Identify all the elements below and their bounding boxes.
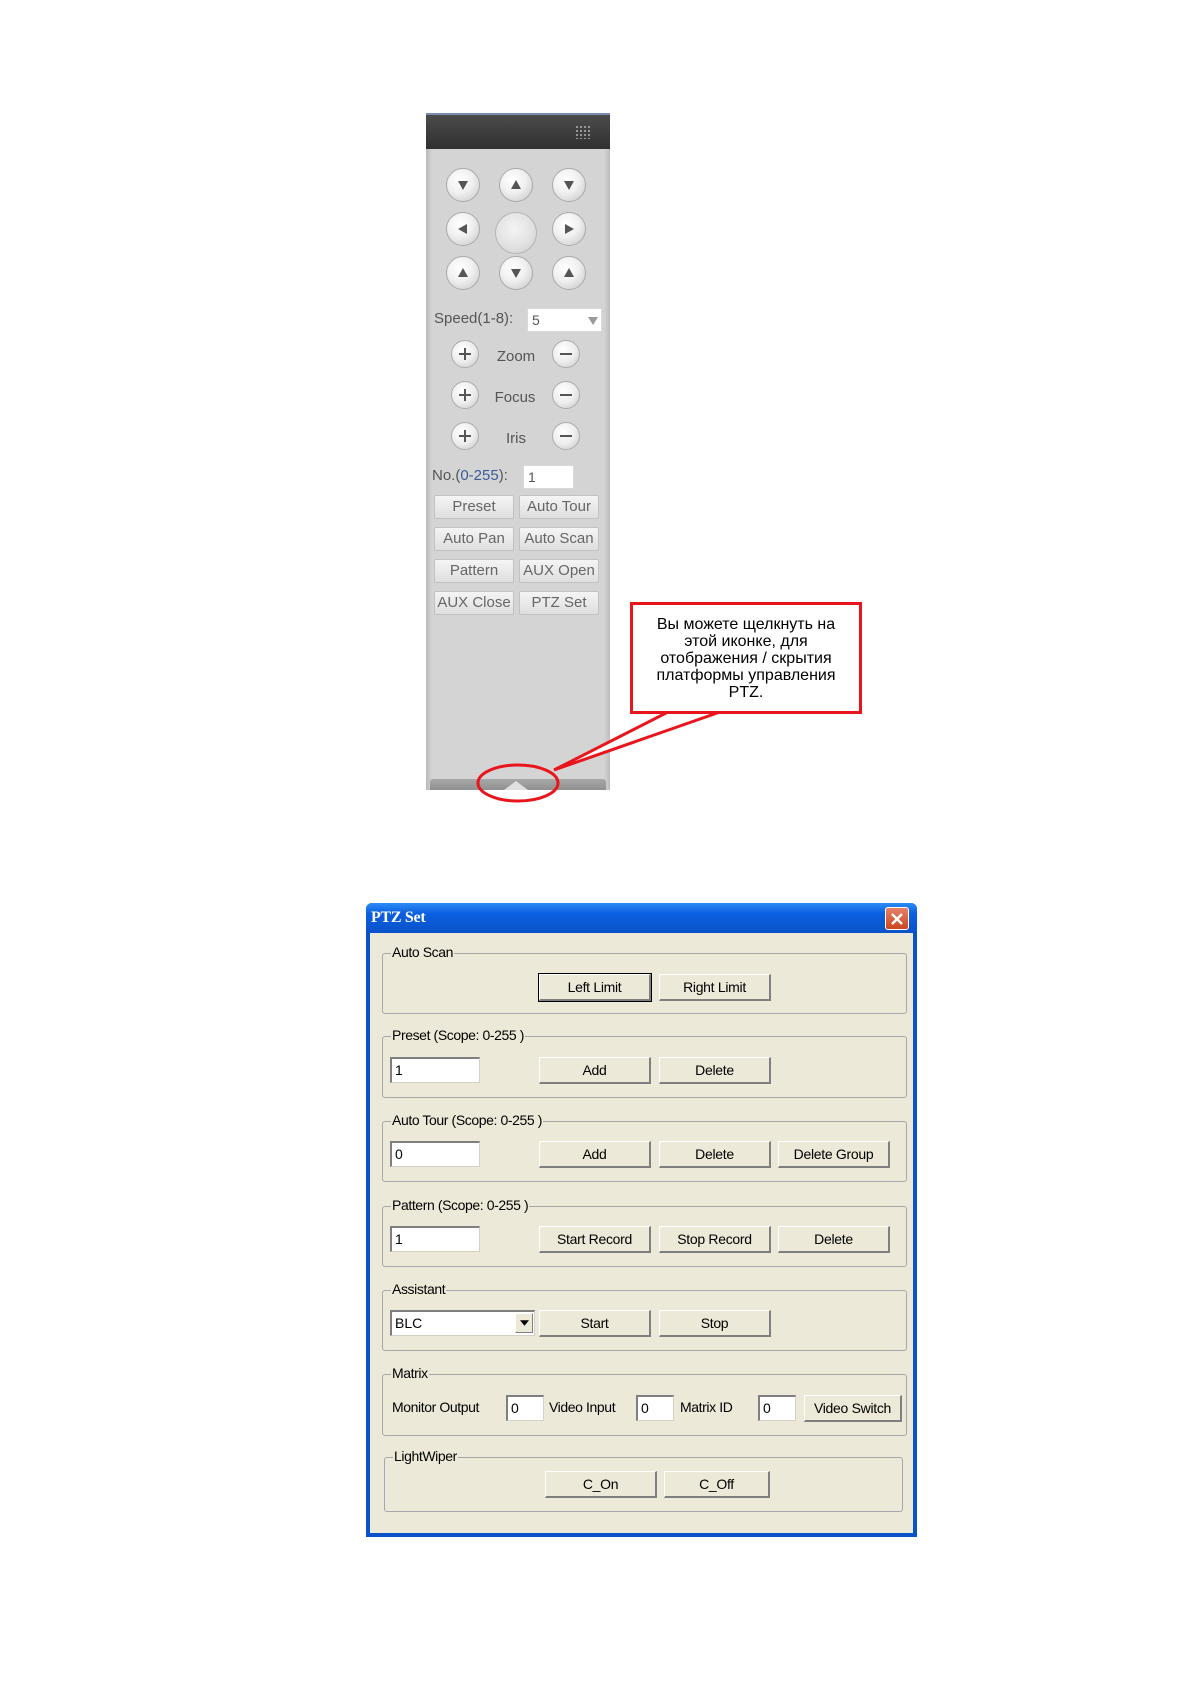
plus-icon <box>458 388 472 402</box>
auto-scan-group <box>382 944 907 1014</box>
zoom-label: Zoom <box>496 348 536 365</box>
iris-close-button[interactable] <box>552 422 580 450</box>
triangle-up-icon <box>562 266 576 280</box>
iris-open-button[interactable] <box>451 422 479 450</box>
pattern-group-label: Pattern (Scope: 0-255 ) <box>392 1197 529 1213</box>
triangle-down-icon <box>456 178 470 192</box>
preset-group <box>382 1027 907 1098</box>
light-wiper-group-label: LightWiper <box>394 1448 457 1464</box>
zoom-out-button[interactable] <box>552 340 580 368</box>
speed-value: 5 <box>532 312 540 328</box>
plus-icon <box>458 347 472 361</box>
dropdown-arrow-icon <box>588 317 598 325</box>
matrix-group-label: Matrix <box>392 1365 428 1381</box>
speed-label: Speed(1-8): <box>434 310 514 327</box>
dialog-title: PTZ Set <box>371 909 426 926</box>
stop-record-button[interactable]: Stop Record <box>659 1226 771 1253</box>
number-label <box>432 467 508 484</box>
auto-tour-button[interactable]: Auto Tour <box>519 495 599 519</box>
aux-open-button[interactable]: AUX Open <box>519 559 599 583</box>
preset-button[interactable]: Preset <box>434 495 514 519</box>
minus-icon <box>559 347 573 361</box>
dialog-titlebar[interactable] <box>366 903 917 933</box>
monitor-output-label: Monitor Output <box>392 1399 479 1415</box>
assistant-selected-value: BLC <box>395 1315 423 1331</box>
assistant-select[interactable] <box>390 1310 535 1336</box>
triangle-up-icon <box>456 266 470 280</box>
close-icon <box>890 912 904 926</box>
minus-icon <box>559 388 573 402</box>
triangle-down-icon <box>509 266 523 280</box>
assistant-start-button[interactable]: Start <box>539 1310 651 1337</box>
pan-up-right-button[interactable] <box>552 168 586 202</box>
collapse-toggle-icon[interactable] <box>501 780 531 790</box>
auto-scan-button[interactable]: Auto Scan <box>519 527 599 551</box>
video-input-label: Video Input <box>549 1399 616 1415</box>
focus-label: Focus <box>494 389 536 406</box>
drag-grip-icon[interactable] <box>575 125 591 139</box>
right-limit-button[interactable]: Right Limit <box>659 974 771 1001</box>
number-input[interactable]: 1 <box>523 465 574 489</box>
triangle-left-icon <box>456 222 470 236</box>
dialog-body <box>370 933 913 1533</box>
ptz-panel-header[interactable] <box>426 115 610 149</box>
pattern-number-input[interactable]: 1 <box>390 1226 480 1252</box>
light-wiper-group <box>384 1448 903 1512</box>
center-button[interactable] <box>495 212 537 254</box>
number-label-prefix: No.( <box>432 467 461 484</box>
pan-left-button[interactable] <box>446 212 480 246</box>
zoom-in-button[interactable] <box>451 340 479 368</box>
assistant-group-label: Assistant <box>392 1281 446 1297</box>
aux-close-button[interactable]: AUX Close <box>434 591 514 615</box>
auto-tour-group-label: Auto Tour (Scope: 0-255 ) <box>392 1112 543 1128</box>
assistant-stop-button[interactable]: Stop <box>659 1310 771 1337</box>
close-button[interactable] <box>885 907 909 930</box>
callout-box <box>630 602 862 714</box>
monitor-output-input[interactable]: 0 <box>506 1395 544 1421</box>
triangle-up-icon <box>509 178 523 192</box>
auto-tour-group <box>382 1112 907 1182</box>
pan-up-button[interactable] <box>499 168 533 202</box>
pattern-button[interactable]: Pattern <box>434 559 514 583</box>
pan-down-left-button[interactable] <box>446 256 480 290</box>
c-on-button[interactable]: C_On <box>545 1471 657 1498</box>
pan-up-left-button[interactable] <box>446 168 480 202</box>
pan-right-button[interactable] <box>552 212 586 246</box>
left-limit-button[interactable]: Left Limit <box>539 974 651 1001</box>
pattern-group <box>382 1197 907 1267</box>
video-input-input[interactable]: 0 <box>636 1395 674 1421</box>
focus-near-button[interactable] <box>451 381 479 409</box>
auto-tour-add-button[interactable]: Add <box>539 1141 651 1168</box>
auto-pan-button[interactable]: Auto Pan <box>434 527 514 551</box>
matrix-group <box>382 1365 907 1436</box>
preset-number-input[interactable]: 1 <box>390 1057 480 1083</box>
matrix-id-input[interactable]: 0 <box>758 1395 796 1421</box>
preset-group-label: Preset (Scope: 0-255 ) <box>392 1027 525 1043</box>
assistant-group <box>382 1281 907 1351</box>
number-label-suffix: ): <box>498 467 508 484</box>
triangle-down-icon <box>562 178 576 192</box>
delete-group-button[interactable]: Delete Group <box>778 1141 890 1168</box>
pan-down-right-button[interactable] <box>552 256 586 290</box>
pattern-delete-button[interactable]: Delete <box>778 1226 890 1253</box>
auto-scan-group-label: Auto Scan <box>392 944 453 960</box>
triangle-right-icon <box>562 222 576 236</box>
callout-text: Вы можете щелкнуть на этой иконке, для отображения / скрытия платформы управления PTZ. <box>656 615 836 701</box>
matrix-id-label: Matrix ID <box>680 1399 733 1415</box>
ptz-set-dialog <box>366 903 917 1537</box>
number-label-range: 0-255 <box>460 467 499 484</box>
iris-label: Iris <box>506 430 526 447</box>
preset-delete-button[interactable]: Delete <box>659 1057 771 1084</box>
dropdown-button[interactable] <box>515 1313 533 1333</box>
c-off-button[interactable]: C_Off <box>664 1471 770 1498</box>
start-record-button[interactable]: Start Record <box>539 1226 651 1253</box>
plus-icon <box>458 429 472 443</box>
focus-far-button[interactable] <box>552 381 580 409</box>
chevron-down-icon <box>520 1320 529 1326</box>
ptz-control-panel <box>426 113 610 790</box>
minus-icon <box>559 429 573 443</box>
video-switch-button[interactable]: Video Switch <box>804 1395 902 1422</box>
ptz-set-button[interactable]: PTZ Set <box>519 591 599 615</box>
auto-tour-delete-button[interactable]: Delete <box>659 1141 771 1168</box>
auto-tour-number-input[interactable]: 0 <box>390 1141 480 1167</box>
pan-down-button[interactable] <box>499 256 533 290</box>
preset-add-button[interactable]: Add <box>539 1057 651 1084</box>
speed-select[interactable] <box>527 308 602 332</box>
